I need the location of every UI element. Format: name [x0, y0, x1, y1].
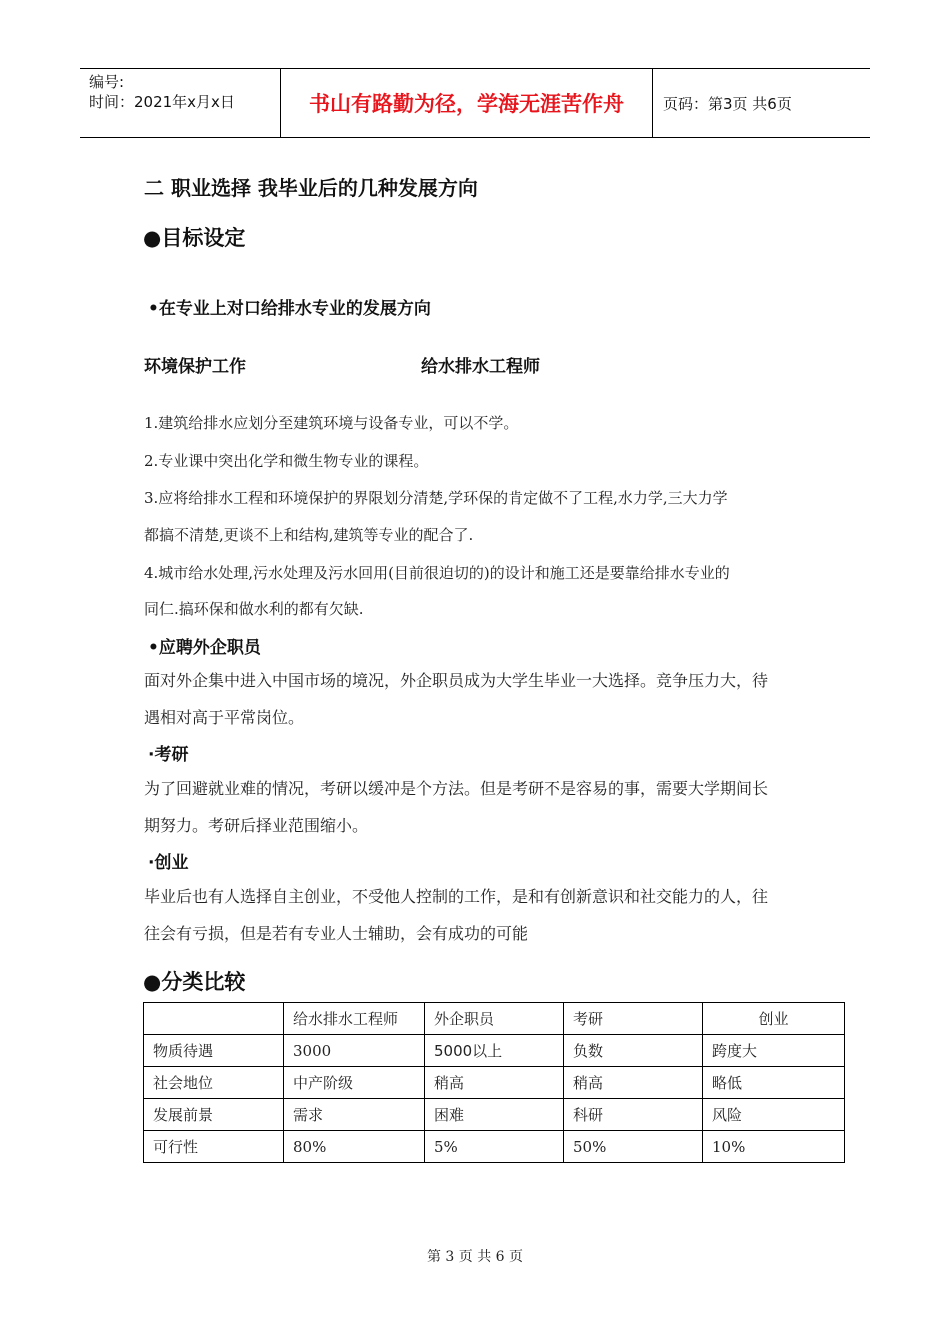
table-cell: 80% — [284, 1131, 425, 1163]
table-cell: 10% — [703, 1131, 845, 1163]
table-cell: 风险 — [703, 1099, 845, 1131]
table-cell: 50% — [564, 1131, 703, 1163]
goal-heading: ●目标设定 — [143, 226, 246, 250]
table-header-cell: 创业 — [703, 1003, 845, 1035]
list-item: 3.应将给排水工程和环境保护的界限划分清楚,学环保的肯定做不了工程,水力学,三大力学 — [144, 489, 728, 507]
grad-text: 期努力。考研后择业范围缩小。 — [144, 816, 369, 835]
table-row — [144, 1131, 845, 1163]
table-cell: 社会地位 — [144, 1067, 284, 1099]
header-page-cell — [653, 69, 870, 137]
list-item: 同仁.搞环保和做水利的都有欠缺. — [144, 600, 364, 618]
major-heading: •在专业上对口给排水专业的发展方向 — [148, 299, 431, 319]
grad-heading: ·考研 — [148, 745, 189, 765]
foreign-text: 面对外企集中进入中国市场的境况，外企职员成为大学生毕业一大选择。竞争压力大，待 — [144, 671, 769, 690]
page-label: 页码：第3页 共6页 — [663, 94, 792, 113]
list-item: 1.建筑给排水应划分至建筑环境与设备专业，可以不学。 — [144, 414, 519, 432]
table-cell: 物质待遇 — [144, 1035, 284, 1067]
table-row — [144, 1035, 845, 1067]
page-footer: 第 3 页 共 6 页 — [426, 1249, 524, 1265]
comparison-table — [143, 1002, 845, 1163]
table-cell: 需求 — [284, 1099, 425, 1131]
sub-heading-right: 给水排水工程师 — [421, 357, 540, 377]
header-meta — [80, 69, 281, 137]
compare-heading: ●分类比较 — [143, 970, 246, 994]
table-cell: 跨度大 — [703, 1035, 845, 1067]
number-label: 编号: — [89, 73, 125, 91]
date-label: 时间：2021年x月x日 — [89, 93, 235, 111]
table-row — [144, 1067, 845, 1099]
startup-text: 往会有亏损，但是若有专业人士辅助，会有成功的可能 — [144, 924, 529, 943]
table-cell: 3000 — [284, 1035, 425, 1067]
table-header-cell — [144, 1003, 284, 1035]
motto: 书山有路勤为径，学海无涯苦作舟 — [309, 92, 624, 116]
table-header-cell: 给水排水工程师 — [284, 1003, 425, 1035]
table-cell: 困难 — [425, 1099, 564, 1131]
table-cell: 稍高 — [425, 1067, 564, 1099]
header-motto-cell — [281, 69, 653, 137]
table-cell: 5% — [425, 1131, 564, 1163]
list-item: 都搞不清楚,更谈不上和结构,建筑等专业的配合了. — [144, 526, 474, 544]
table-cell: 稍高 — [564, 1067, 703, 1099]
table-header-cell: 外企职员 — [425, 1003, 564, 1035]
list-item: 4.城市给水处理,污水处理及污水回用(目前很迫切的)的设计和施工还是要靠给排水专业的 — [144, 564, 730, 582]
table-row — [144, 1099, 845, 1131]
foreign-heading: •应聘外企职员 — [148, 638, 261, 658]
startup-text: 毕业后也有人选择自主创业，不受他人控制的工作，是和有创新意识和社交能力的人，往 — [144, 887, 769, 906]
list-item: 2.专业课中突出化学和微生物专业的课程。 — [144, 452, 429, 470]
grad-text: 为了回避就业难的情况，考研以缓冲是个方法。但是考研不是容易的事，需要大学期间长 — [144, 779, 769, 798]
table-header-cell: 考研 — [564, 1003, 703, 1035]
table-cell: 负数 — [564, 1035, 703, 1067]
startup-heading: ·创业 — [148, 853, 189, 873]
sub-heading-left: 环境保护工作 — [144, 357, 246, 377]
table-header-row — [144, 1003, 845, 1035]
table-cell: 5000以上 — [425, 1035, 564, 1067]
page-header — [80, 68, 870, 138]
table-cell: 略低 — [703, 1067, 845, 1099]
table-cell: 中产阶级 — [284, 1067, 425, 1099]
table-cell: 发展前景 — [144, 1099, 284, 1131]
section-title: 二 职业选择 我毕业后的几种发展方向 — [144, 176, 478, 200]
foreign-text: 遇相对高于平常岗位。 — [144, 708, 305, 727]
table-cell: 可行性 — [144, 1131, 284, 1163]
table-cell: 科研 — [564, 1099, 703, 1131]
